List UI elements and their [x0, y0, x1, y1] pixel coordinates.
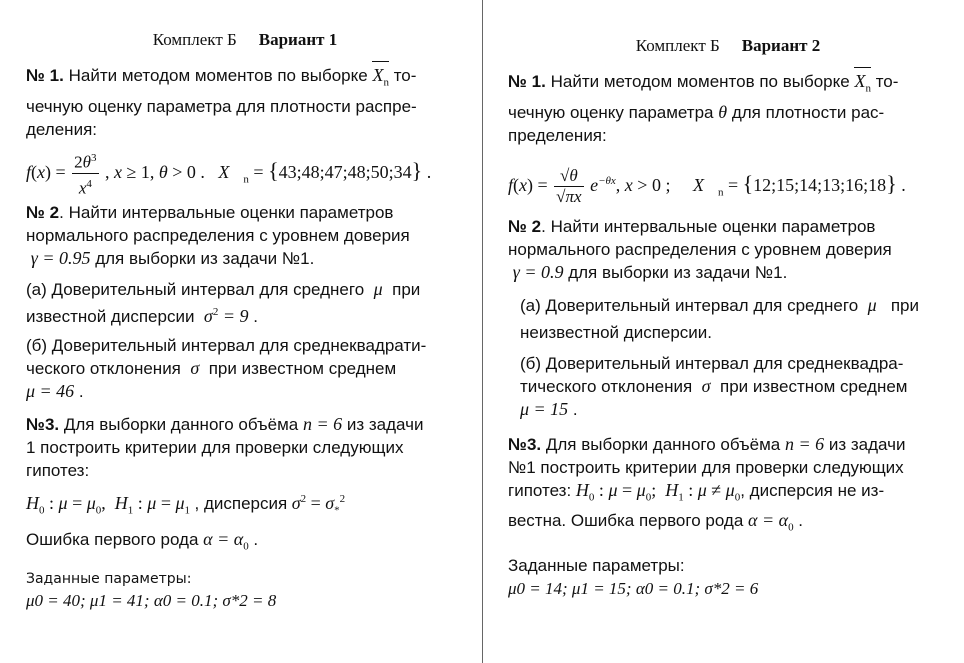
- variant-2-header: [508, 36, 948, 56]
- column-divider: [482, 0, 483, 663]
- task-1-text-end: то-: [875, 72, 899, 91]
- part-a-text-end: при: [392, 279, 421, 299]
- task-1-line-2-end: для плотности рас-: [731, 102, 885, 122]
- density-formula: f(x) = $\frac{√\theta}{√\pi x}$ $e^{-\theta x}$, x > 0 ; $X⃗_n$ = {12;15;14;13;16;18} .: [508, 165, 906, 206]
- type-1-error-text: Ошибка первого рода: [26, 530, 199, 550]
- task-1-line-2: чечную оценку параметра: [508, 102, 714, 122]
- params-values: μ0 = 40; μ1 = 41; α0 = 0.1; σ*2 = 8: [26, 590, 277, 610]
- part-a-line-2: известной дисперсии: [26, 306, 195, 326]
- task-2-text: . Найти интервальные оценки параметров: [541, 216, 876, 236]
- task-2-line-2: нормального распределения с уровнем доверия: [508, 239, 892, 259]
- task-1: [26, 64, 464, 141]
- confidence-level: γ = 0.9: [512, 261, 564, 282]
- task-3-number: №3.: [26, 414, 60, 434]
- variant-title: Вариант 1: [258, 30, 338, 49]
- part-a: (а) Доверительный интервал для среднего μ при известной дисперсии $\sigma^2 = 9$ .: [26, 278, 421, 326]
- part-b: (б) Доверительный интервал для среднеквадрати- ческого отклонения σ при известном среднем μ = 46 .: [26, 335, 427, 401]
- sample-vector: $X_n$: [372, 64, 389, 95]
- task-1-text: Найти методом моментов по выборке: [550, 72, 850, 91]
- task-1-number: № 1.: [508, 72, 546, 91]
- hypotheses-disp-text: , дисперсия: [194, 493, 288, 513]
- kit-label: Комплект Б: [152, 30, 237, 49]
- type-1-error: Ошибка первого рода $\alpha = \alpha_0$ .: [26, 529, 259, 553]
- task-3: №3. Для выборки данного объёма n = 6 из задачи №1 построить критерии для проверки следующих гипотез: $H_0$ : $\mu = \mu_0$; $H_1$ : $\mu \ne \mu_0$, дисперсия не из- вестна. Ошибка первого рода $\alpha = \alpha_0$ .: [508, 433, 906, 534]
- task-2-line-2: нормального распределения с уровнем доверия: [26, 225, 410, 245]
- known-mean: μ = 15: [520, 398, 569, 419]
- hypotheses: $H_0$ : $\mu = \mu_0$, $H_1$ : $\mu = \mu_1$ , дисперсия $\sigma^2 = \sigma_*^2$: [26, 492, 346, 517]
- task-3-text-end: из задачи: [828, 434, 906, 454]
- part-a-text-end: при: [890, 295, 919, 315]
- variant-title: Вариант 2: [741, 36, 821, 55]
- density-formula: f(x) = $\frac{2\theta^3}{x^4}$ , x ≥ 1, θ > 0 . $X⃗_n$ = {43;48;47;48;50;34} .: [26, 145, 464, 197]
- known-mean: μ = 46: [26, 380, 75, 401]
- task-3-line-3: гипотез:: [26, 460, 90, 480]
- task-3-number: №3.: [508, 434, 542, 454]
- mu-symbol: μ: [373, 278, 383, 299]
- task-3-text-end: из задачи: [346, 414, 424, 434]
- part-b-line-2-end: при известном среднем: [208, 358, 397, 378]
- task-2-line-3: для выборки из задачи №1.: [95, 248, 315, 268]
- variant-1-header: [26, 30, 464, 50]
- kit-label: Комплект Б: [635, 36, 720, 55]
- part-b: (б) Доверительный интервал для среднеквадра- тического отклонения σ при известном среднем μ = 15 .: [520, 353, 908, 419]
- sample-values: 43;48;47;48;50;34: [278, 161, 412, 182]
- task-2: [508, 215, 948, 284]
- variant-2-column: [484, 0, 964, 663]
- variance-value: $\sigma^2 = 9$: [203, 305, 249, 326]
- part-a: [508, 292, 948, 346]
- task-3-line-2: 1 построить критерии для проверки следующих: [26, 437, 404, 457]
- task-3-text: Для выборки данного объёма: [545, 434, 781, 454]
- part-b-text: (б) Доверительный интервал для среднеквадрати-: [26, 335, 427, 355]
- task-2-number: № 2: [26, 202, 60, 222]
- task-1-line-3: пределения:: [508, 125, 607, 145]
- sample-size: n = 6: [784, 433, 825, 454]
- params-values: μ0 = 14; μ1 = 15; α0 = 0.1; σ*2 = 6: [508, 578, 759, 598]
- sigma-symbol: σ: [701, 375, 711, 396]
- sample-vector: $X_n$: [854, 70, 871, 101]
- part-a-text: (а) Доверительный интервал для среднего: [26, 279, 365, 299]
- params-label: Заданные параметры:: [26, 570, 192, 587]
- task-3-line-3: гипотез:: [508, 480, 572, 500]
- part-a-text: (а) Доверительный интервал для среднего: [520, 295, 859, 315]
- mu-symbol: μ: [867, 294, 877, 315]
- part-a-line-2: неизвестной дисперсии.: [520, 322, 713, 342]
- part-b-line-2-end: при известном среднем: [719, 376, 908, 396]
- task-2-line-3: для выборки из задачи №1.: [568, 262, 788, 282]
- params-label: Заданные параметры:: [508, 555, 685, 575]
- task-3-line-3-end: , дисперсия не из-: [740, 480, 885, 500]
- task-1: [508, 70, 948, 147]
- task-2-number: № 2: [508, 216, 542, 236]
- sigma-symbol: σ: [190, 357, 200, 378]
- task-3-line-2: №1 построить критерии для проверки следующих: [508, 457, 904, 477]
- task-1-number: № 1.: [26, 66, 64, 85]
- task-1-line-3: деления:: [26, 119, 97, 139]
- sample-values: 12;15;14;13;16;18: [753, 174, 887, 195]
- part-b-text: (б) Доверительный интервал для среднеквадра-: [520, 353, 904, 373]
- task-3: [26, 413, 464, 482]
- task-2-text: . Найти интервальные оценки параметров: [59, 202, 394, 222]
- sample-size: n = 6: [302, 413, 343, 434]
- part-b-line-2: тического отклонения: [520, 376, 693, 396]
- task-1-text-end: то-: [393, 66, 417, 85]
- task-3-line-4: вестна. Ошибка первого рода: [508, 511, 744, 531]
- task-1-line-2: чечную оценку параметра для плотности распре-: [26, 96, 417, 116]
- task-3-text: Для выборки данного объёма: [63, 414, 299, 434]
- part-b-line-2: ческого отклонения: [26, 358, 181, 378]
- hypotheses: $H_0$ : $\mu = \mu_0$; $H_1$ : $\mu \ne \mu_0$: [575, 479, 741, 504]
- task-2: [26, 201, 464, 270]
- task-1-text: Найти методом моментов по выборке: [68, 66, 368, 85]
- confidence-level: γ = 0.95: [30, 247, 91, 268]
- theta-symbol: θ: [718, 101, 728, 122]
